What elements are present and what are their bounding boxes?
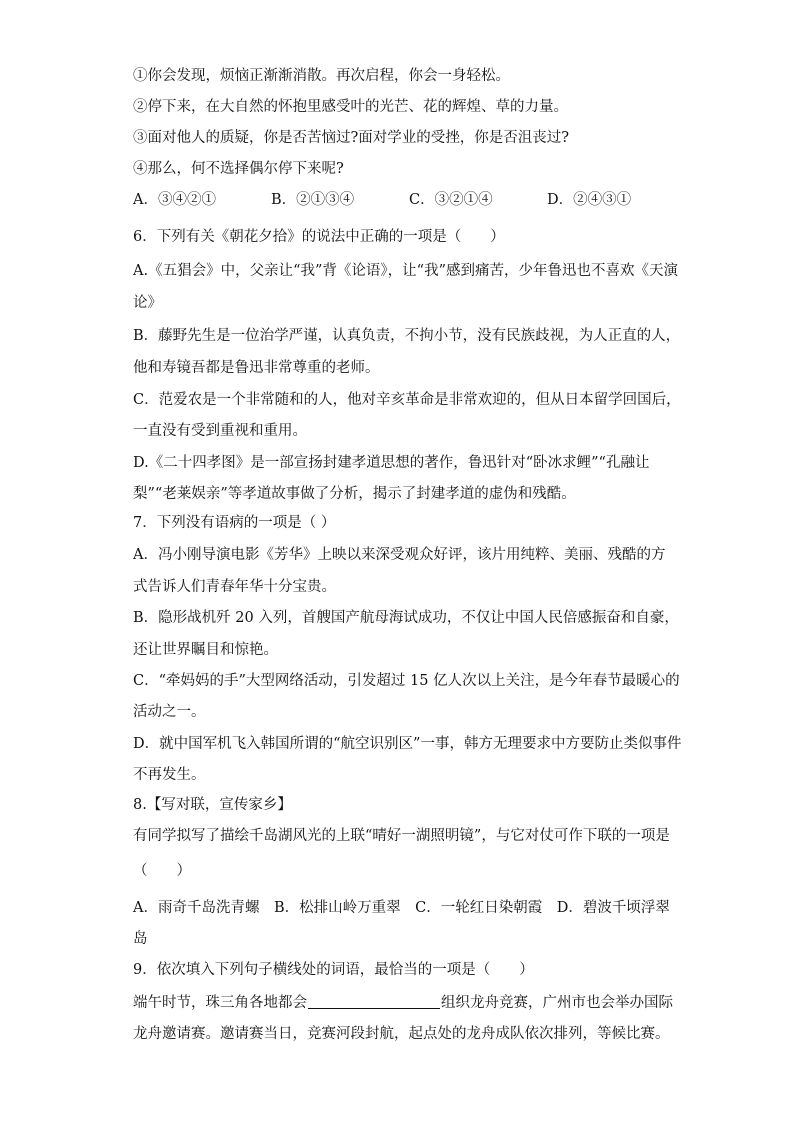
q8-stem: 有同学拟写了描绘千岛湖风光的上联“晴好一湖照明镜”，与它对仗可作下联的一项是: [133, 828, 670, 844]
q7-stem: 7．下列没有语病的一项是（ ）: [133, 515, 336, 531]
q9-answer-blank[interactable]: [308, 992, 440, 1009]
q5-options: [133, 190, 631, 210]
q7-option-d-cont: 不再发生。: [133, 767, 206, 783]
q6-option-b-cont: 他和寿镜吾都是鲁迅非常尊重的老师。: [133, 360, 380, 376]
q7-option-c-cont: 活动之一。: [133, 704, 206, 720]
q6-option-a: A.《五猖会》中，父亲让“我”背《论语》，让“我”感到痛苦，少年鲁迅也不喜欢《天演: [133, 263, 678, 279]
q7-option-c: C．“牵妈妈的手”大型网络活动，引发超过 15 亿人次以上关注，是今年春节最暖心的: [133, 673, 680, 689]
q5-option-a: A．③④②①: [133, 192, 216, 208]
q5-sentence-4: ④那么，何不选择偶尔停下来呢?: [133, 161, 344, 177]
q9-passage-before-blank: 端午时节，珠三角各地都会: [133, 995, 307, 1011]
q7-option-b: B．隐形战机歼 20 入列，首艘国产航母海试成功，不仅让中国人民倍感振奋和自豪，: [133, 610, 679, 626]
q7-option-d: D．就中国军机飞入韩国所谓的“航空识别区”一事，韩方无理要求中方要防止类似事件: [133, 736, 682, 752]
q5-option-b: B．②①③④: [271, 192, 355, 208]
q5-option-c: C．③②①④: [409, 192, 493, 208]
q8-options-cont: 岛: [133, 931, 148, 947]
q6-stem: 6．下列有关《朝花夕拾》的说法中正确的一项是（ ）: [133, 229, 505, 245]
q8-options: A．雨奇千岛洗青螺 B．松排山岭万重翠 C．一轮红日染朝霞 D．碧波千顷浮翠: [133, 900, 670, 916]
q8-title: 8.【写对联，宣传家乡】: [133, 797, 292, 813]
q6-option-b: B．藤野先生是一位治学严谨，认真负责，不拘小节，没有民族歧视，为人正直的人，: [133, 328, 681, 344]
q9-stem: 9．依次填入下列句子横线处的词语，最恰当的一项是（ ）: [133, 962, 534, 978]
q7-option-b-cont: 还让世界瞩目和惊艳。: [133, 642, 278, 658]
q6-option-d-cont: 梨”“老莱娱亲”等孝道故事做了分析，揭示了封建孝道的虚伪和残酷。: [133, 486, 576, 502]
q6-option-d: D.《二十四孝图》是一部宣扬封建孝道思想的著作，鲁迅针对“卧冰求鲤”“孔融让: [133, 455, 650, 471]
q7-option-a: A．冯小刚导演电影《芳华》上映以来深受观众好评，该片用纯粹、美丽、残酷的方: [133, 547, 666, 563]
q5-option-d: D．②④③①: [547, 192, 632, 208]
q5-sentence-1: ①你会发现，烦恼正渐渐消散。再次启程，你会一身轻松。: [133, 68, 510, 84]
q5-sentence-2: ②停下来，在大自然的怀抱里感受叶的光芒、花的辉煌、草的力量。: [133, 99, 568, 115]
q8-stem-paren: （ ）: [133, 863, 191, 879]
q5-sentence-3: ③面对他人的质疑，你是否苦恼过?面对学业的受挫，你是否沮丧过?: [133, 130, 570, 146]
q9-passage-line-1: [133, 992, 673, 1013]
q6-option-c: C．范爱农是一个非常随和的人，他对辛亥革命是非常欢迎的，但从日本留学回国后，: [133, 392, 681, 408]
q7-option-a-cont: 式告诉人们青春年华十分宝贵。: [133, 579, 336, 595]
q9-passage-after-blank: 组织龙舟竞赛，广州市也会举办国际: [441, 995, 673, 1011]
q6-option-c-cont: 一直没有受到重视和重用。: [133, 423, 307, 439]
q9-passage-line-2: 龙舟邀请赛。邀请赛当日，竞赛河段封航，起点处的龙舟成队依次排列，等候比赛。: [133, 1026, 670, 1042]
q6-option-a-cont: 论》: [133, 295, 162, 311]
